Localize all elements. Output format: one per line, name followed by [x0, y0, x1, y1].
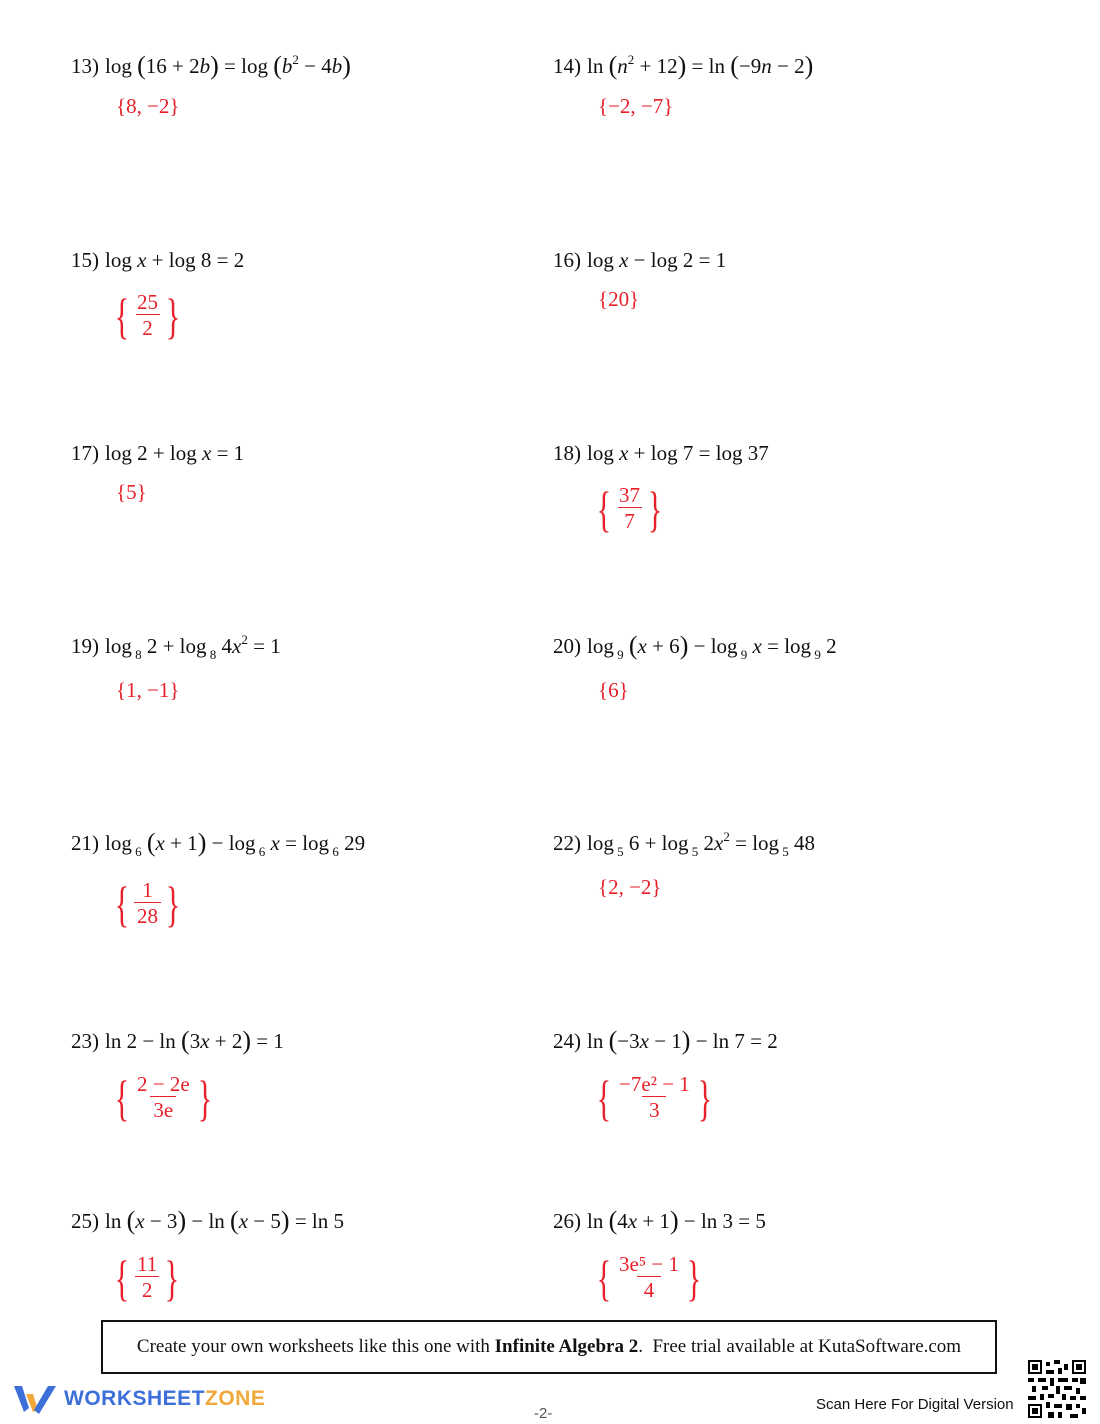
scan-label: Scan Here For Digital Version	[816, 1396, 1014, 1413]
right-brace: }	[686, 1249, 702, 1306]
problem-number: 14)	[553, 54, 581, 78]
right-brace: }	[165, 875, 181, 932]
problem-number: 13)	[71, 54, 99, 78]
problem-23: 23) ln 2 − ln (3x + 2) = 1	[71, 1026, 284, 1055]
left-brace: {	[596, 1069, 612, 1126]
answer-fraction	[616, 1252, 682, 1303]
promo-banner	[101, 1320, 997, 1374]
answer-fraction	[134, 1072, 193, 1123]
right-brace: }	[165, 1249, 180, 1306]
numerator: 37	[619, 483, 640, 507]
answer-18	[592, 480, 667, 537]
problem-number: 20)	[553, 634, 581, 658]
left-brace: {	[596, 1249, 612, 1306]
right-brace: }	[197, 1069, 212, 1126]
left-brace: {	[596, 480, 612, 537]
answer-19: {1, −1}	[116, 678, 180, 702]
answer-26	[592, 1249, 706, 1306]
numerator: 11	[137, 1252, 158, 1276]
denominator: 4	[637, 1276, 661, 1303]
denominator: 7	[618, 507, 642, 534]
page-number: -2-	[534, 1405, 553, 1422]
answer-15	[110, 287, 185, 344]
problem-number: 24)	[553, 1029, 581, 1053]
answer-16: {20}	[598, 287, 640, 311]
worksheetzone-logo-icon	[14, 1384, 60, 1414]
problem-number: 25)	[71, 1209, 99, 1233]
problem-number: 26)	[553, 1209, 581, 1233]
answer-24	[592, 1069, 717, 1126]
numerator: 2 − 2e	[137, 1072, 190, 1096]
promo-text-after: . Free trial available at KutaSoftware.com	[638, 1336, 962, 1357]
answer-17: {5}	[116, 480, 147, 504]
left-brace: {	[114, 875, 130, 932]
problem-number: 18)	[553, 441, 581, 465]
answer-20: {6}	[598, 678, 629, 702]
denominator: 28	[134, 902, 161, 929]
answer-fraction	[616, 483, 643, 534]
right-brace: }	[647, 480, 663, 537]
right-brace: }	[697, 1069, 713, 1126]
problem-25: 25) ln (x − 3) − ln (x − 5) = ln 5	[71, 1206, 344, 1235]
answer-fraction	[134, 1252, 160, 1303]
denominator: 2	[136, 314, 160, 341]
problem-number: 21)	[71, 831, 99, 855]
left-brace: {	[114, 1249, 130, 1306]
promo-text-before: Create your own worksheets like this one with	[136, 1336, 495, 1357]
problem-number: 22)	[553, 831, 581, 855]
answer-21	[110, 875, 185, 932]
problem-number: 15)	[71, 248, 99, 272]
answer-23	[110, 1069, 217, 1126]
logo-text: WORKSHEETZONE	[64, 1387, 266, 1410]
answer-fraction	[616, 1072, 693, 1123]
problem-18: 18) log x + log 7 = log 37	[553, 441, 769, 465]
numerator: −7e² − 1	[619, 1072, 690, 1096]
answer-22: {2, −2}	[598, 875, 662, 899]
worksheetzone-logo[interactable]	[14, 1384, 265, 1414]
problem-15: 15) log x + log 8 = 2	[71, 248, 245, 272]
answer-25	[110, 1249, 184, 1306]
denominator: 2	[135, 1276, 159, 1303]
problem-20: 20) log $_9$ (x + 6) − log $_9$ x = log $_9$ 2	[553, 631, 837, 662]
problem-19: 19) log $_8$ 2 + log $_8$ $4x^2 = 1$	[71, 632, 281, 662]
numerator: 1	[142, 878, 153, 902]
problem-24: 24) ln (−3x − 1) − ln 7 = 2	[553, 1026, 778, 1055]
answer-fraction	[134, 878, 161, 929]
denominator: 3	[642, 1096, 666, 1123]
problem-number: 16)	[553, 248, 581, 272]
problem-21: 21) log $_6$ (x + 1) − log $_6$ x = log $_6$ 29	[71, 828, 366, 859]
problem-14: 14) $\ln (n^2 + 12) = \ln (-9n - 2)$	[553, 51, 814, 80]
promo-product: Infinite Algebra 2	[494, 1336, 639, 1357]
problem-22: 22) log $_5$ 6 + log $_5$ $2x^2 = \log _5$ 48	[553, 829, 816, 859]
numerator: 3e⁵ − 1	[619, 1252, 679, 1276]
problem-16: 16) log x − log 2 = 1	[553, 248, 727, 272]
problem-number: 19)	[71, 634, 99, 658]
qr-code-icon[interactable]	[1028, 1360, 1086, 1418]
numerator: 25	[137, 290, 158, 314]
problem-13: 13) $\log (16 + 2b) = \log (b^2 - 4b)$	[71, 51, 351, 80]
answer-fraction	[134, 290, 161, 341]
answer-14: {−2, −7}	[598, 94, 674, 118]
problem-number: 23)	[71, 1029, 99, 1053]
answer-13: {8, −2}	[116, 94, 180, 118]
left-brace: {	[114, 1069, 130, 1126]
problem-17: 17) log 2 + log x = 1	[71, 441, 245, 465]
denominator: 3e	[150, 1096, 176, 1123]
left-brace: {	[114, 287, 130, 344]
problem-number: 17)	[71, 441, 99, 465]
right-brace: }	[165, 287, 181, 344]
problem-26: 26) ln (4x + 1) − ln 3 = 5	[553, 1206, 766, 1235]
